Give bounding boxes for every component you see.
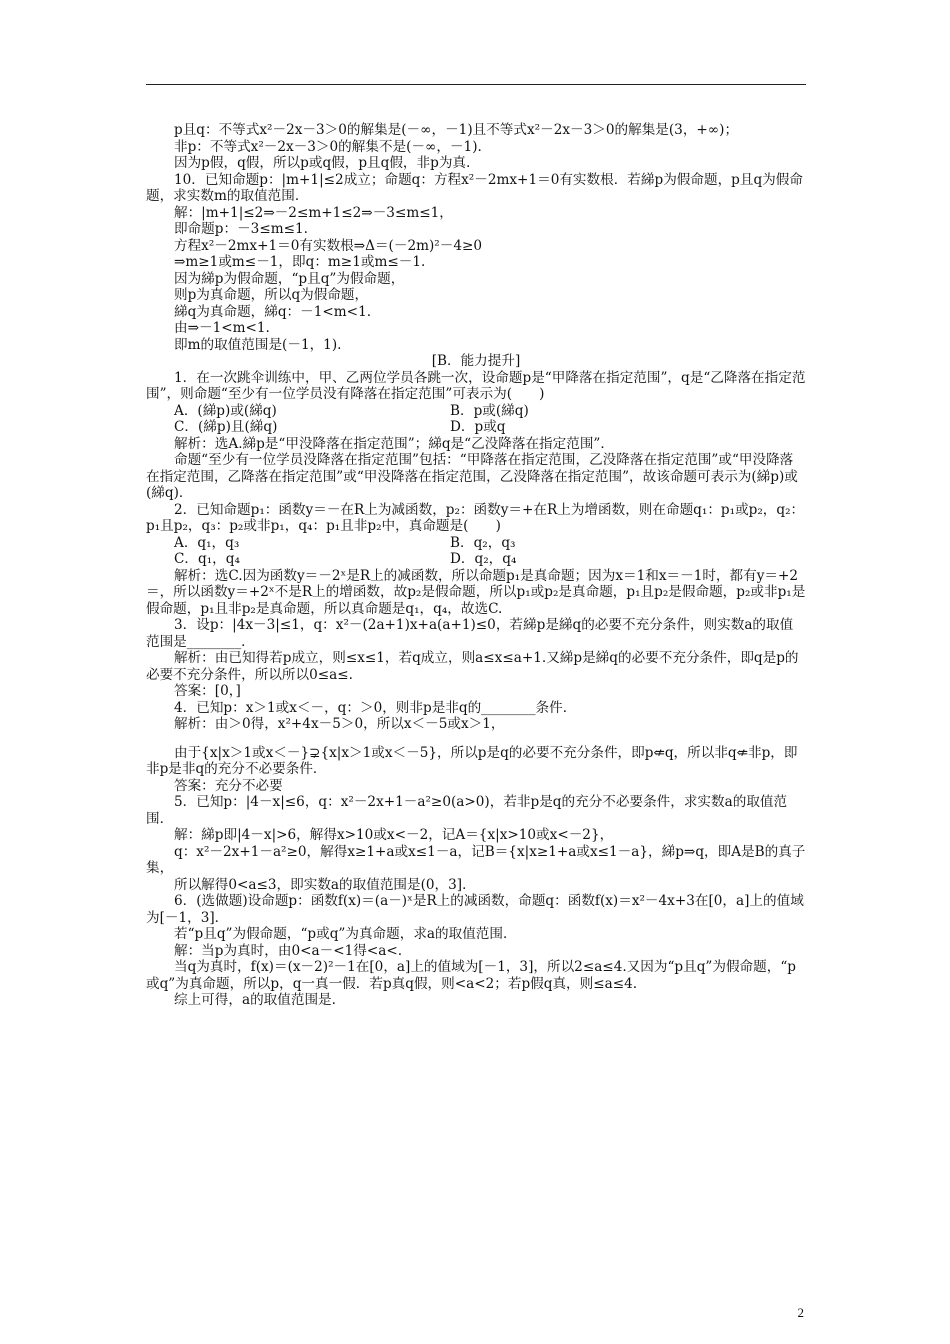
solution: 解析：选C.因为函数y＝－2ˣ是R上的减函数，所以命题p₁是真命题；因为x＝1和x＝－1时，都有y＝+2＝，所以函数y＝+2ˣ不是R上的增函数，故p₂是假命题，所以p₁或p₂是真命题，p₁且p₂是假命题，p₂或非p₁是假命题，p₁且非p₂是真命题，所以真命题是q₁，q₄，故选C. [146, 567, 806, 617]
option-a: A．q₁，q₃ [174, 534, 240, 551]
options-row [146, 419, 806, 436]
question-3-stem: 3．设p：|4x－3|≤1，q：x²－(2a+1)x+a(a+1)≤0，若綈p是綈q的必要不充分条件，则实数a的取值范围是________． [146, 617, 794, 650]
document-body [146, 122, 806, 1009]
solution: 解析：由已知得若p成立，则≤x≤1，若q成立，则a≤x≤a+1.又綈p是綈q的必要不充分条件，即q是p的必要不充分条件，所以所以0≤a≤. [146, 650, 799, 683]
paragraph: 即m的取值范围是(－1，1). [174, 336, 342, 353]
question-4-stem: 4．已知p：x＞1或x＜－，q：＞0，则非p是非q的________条件． [174, 699, 577, 716]
solution: q：x²－2x+1－a²≥0，解得x≥1+a或x≤1－a，记B＝{x|x≥1+a或x≤1－a}，綈p⇒q，即A是B的真子集， [146, 843, 806, 876]
question-2-stem: 2．已知命题p₁：函数y＝－在R上为减函数，p₂：函数y＝+在R上为增函数，则在命题q₁：p₁或p₂，q₂：p₁且p₂，q₃：p₂或非p₁，q₄：p₁且非p₂中，真命题是( ) [146, 501, 805, 534]
option-b: B．q₂，q₃ [450, 534, 516, 551]
page-number: 2 [797, 1305, 804, 1320]
solution: 由于{x|x＞1或x＜－}⊋{x|x＞1或x＜－5}，所以p是q的必要不充分条件，即p⇍q，所以非q⇍非p，即非p是非q的充分不必要条件． [146, 744, 798, 777]
paragraph: 则p为真命题，所以q为假命题， [174, 287, 369, 303]
paragraph: 綈q为真命题，綈q：－1<m<1. [174, 303, 372, 320]
options-row [146, 535, 806, 552]
spacer [146, 733, 806, 745]
solution: 解：当p为真时，由0<a－<1得<a<. [174, 942, 403, 959]
option-d: D．p或q [450, 419, 506, 435]
options-row [146, 551, 806, 568]
paragraph: p且q：不等式x²－2x－3＞0的解集是(－∞，－1)且不等式x²－2x－3＞0的解集是(3，+∞)； [174, 122, 739, 138]
paragraph: 因为綈p为假命题，“p且q”为假命题， [174, 270, 405, 287]
question-6-stem: 6．(选做题)设命题p：函数f(x)＝(a－)ˣ是R上的减函数，命题q：函数f(x)＝x²－4x+3在[0，a]上的值域为[－1，3]． [146, 893, 804, 926]
option-b: B．p或(綈q) [450, 402, 529, 419]
solution: 综上可得，a的取值范围是. [174, 992, 336, 1008]
header-rule [146, 84, 806, 85]
solution: 解：綈p即|4－x|>6，解得x>10或x<－2，记A＝{x|x>10或x<－2}， [174, 827, 614, 843]
paragraph: ⇒m≥1或m≤－1，即q：m≥1或m≤－1. [174, 254, 426, 270]
question-1-stem: 1．在一次跳伞训练中，甲、乙两位学员各跳一次，设命题p是“甲降落在指定范围”，q是“乙降落在指定范围”，则命题“至少有一位学员没有降落在指定范围”可表示为( ) [146, 369, 806, 402]
paragraph: 解：|m+1|≤2⇒－2≤m+1≤2⇒－3≤m≤1， [174, 204, 453, 221]
answer: 答案：充分不必要 [174, 777, 283, 794]
solution: 解析：由＞0得，x²+4x－5＞0，所以x＜－5或x＞1， [174, 716, 505, 732]
options-row [146, 403, 806, 420]
question-5-stem: 5．已知p：|4－x|≤6，q：x²－2x+1－a²≥0(a>0)，若非p是q的充分不必要条件，求实数a的取值范围． [146, 794, 788, 827]
paragraph: 即命题p：－3≤m≤1. [174, 221, 308, 237]
solution: 解析：选A.綈p是“甲没降落在指定范围”；綈q是“乙没降落在指定范围”． [174, 435, 614, 452]
paragraph: 非p：不等式x²－2x－3＞0的解集不是(－∞，－1). [174, 138, 482, 155]
question-10: 10．已知命题p：|m+1|≤2成立；命题q：方程x²－2mx+1＝0有实数根．若綈p为假命题，p且q为假命题，求实数m的取值范围． [146, 171, 803, 204]
option-c: C．q₁，q₄ [174, 551, 240, 567]
solution: 当q为真时，f(x)＝(x－2)²－1在[0，a]上的值域为[－1，3]，所以2≤a≤4.又因为“p且q”为假命题，“p或q”为真命题，所以p，q一真一假．若p真q假，则<a<2；若p假q真，则≤a≤4. [146, 959, 796, 992]
solution: 所以解得0<a≤3，即实数a的取值范围是(0，3]． [174, 876, 476, 893]
option-c: C．(綈p)且(綈q) [174, 419, 278, 435]
answer: 答案：[0，] [174, 683, 241, 699]
paragraph: 若“p且q”为假命题，“p或q”为真命题，求a的取值范围． [174, 926, 517, 942]
paragraph: 因为p假，q假，所以p或q假，p且q假，非p为真. [174, 155, 471, 171]
solution: 命题“至少有一位学员没降落在指定范围”包括：“甲降落在指定范围，乙没降落在指定范围”或“甲没降落在指定范围，乙降落在指定范围”或“甲没降落在指定范围，乙没降落在指定范围”，故该命题可表示为(綈p)或(綈q)． [146, 452, 798, 501]
option-d: D．q₂，q₄ [450, 551, 517, 567]
paragraph: 方程x²－2mx+1＝0有实数根⇒Δ＝(－2m)²－4≥0 [174, 237, 483, 254]
paragraph: 由⇒－1<m<1. [174, 320, 270, 336]
section-title: [B．能力提升] [431, 353, 521, 369]
option-a: A．(綈p)或(綈q) [174, 402, 277, 419]
